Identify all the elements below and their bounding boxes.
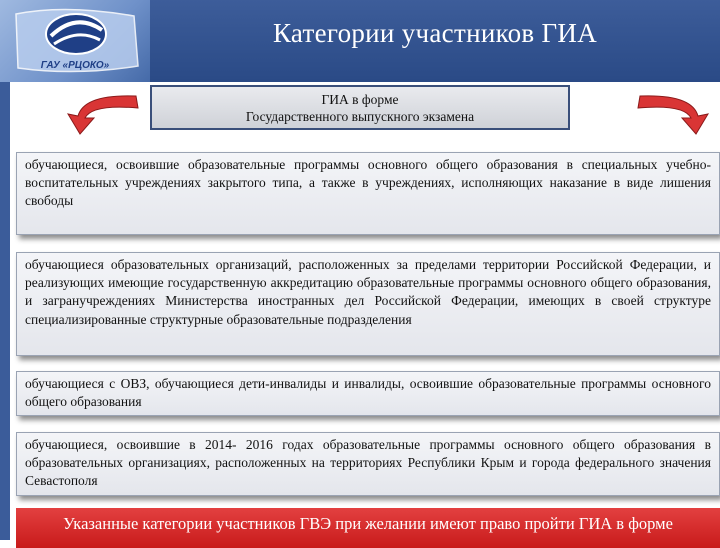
logo-text: ГАУ «РЦОКО» [40,60,110,71]
category-card-1 [16,152,720,235]
curved-arrow-right-icon [632,88,712,138]
left-accent-bar [0,82,10,540]
header-bar [0,0,720,82]
category-card-2 [16,252,720,356]
page-title: Категории участников ГИА [272,18,598,48]
category-text: обучающиеся с ОВЗ, обучающиеся дети-инвалиды и инвалиды, освоившие образовательные программы основного общего образования [25,376,711,410]
category-text: обучающиеся, освоившие образовательные программы основного общего образования в специальных учебно-воспитательных учреждениях закрытого типа, а также в учреждениях, исполняющих наказание в виде лишения свободы [25,157,711,209]
exam-form-line1: ГИА в форме [321,92,399,107]
footer-text: Указанные категории участников ГВЭ при желании имеют право пройти ГИА в форме [63,514,673,533]
exam-form-box [150,85,570,130]
category-text: обучающиеся образовательных организаций, расположенных за пределами территории Российской Федерации, и реализующих имеющие государственную аккредитацию образовательные программы основного общего образования, и загранучреждениях Министерства иностранных дел Российской Федерации, имеющих в своей структуре специализированные структурные образовательные подразделения [25,257,711,327]
category-card-4 [16,432,720,496]
globe-swoosh-logo-icon [6,4,144,78]
footer-banner [16,508,720,548]
exam-form-line2: Государственного выпускного экзамена [245,109,475,124]
curved-arrow-left-icon [64,88,144,138]
category-text: обучающиеся, освоившие в 2014- 2016 годах образовательные программы основного общего образования в образовательных организациях, расположенных на территориях Республики Крым и города федерального значения Севастополя [25,437,711,489]
category-card-3 [16,371,720,416]
